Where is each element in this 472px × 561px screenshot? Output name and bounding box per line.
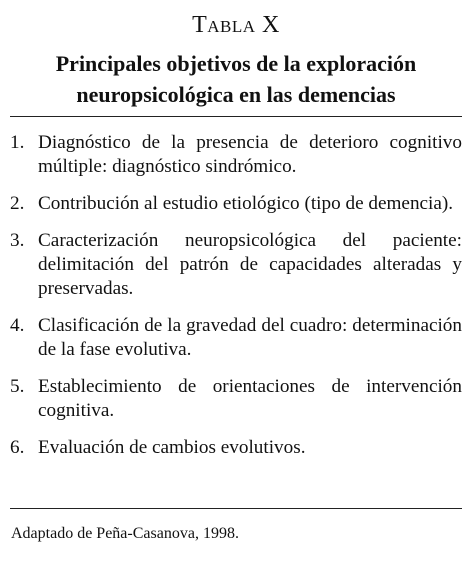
source-note: Adaptado de Peña-Casanova, 1998. [11, 525, 239, 542]
list-item [10, 229, 462, 301]
item-number: 2. [10, 193, 25, 214]
table-label: Tabla X [192, 12, 280, 38]
item-text: Evaluación de cambios evolutivos. [38, 437, 306, 458]
bottom-rule [10, 508, 462, 509]
list-item [10, 131, 462, 179]
top-rule [10, 116, 462, 117]
item-number: 1. [10, 132, 25, 153]
item-text: Caracterización neuropsicológica del paciente: delimitación del patrón de capacidades alteradas y preservadas. [38, 230, 462, 299]
item-text: Clasificación de la gravedad del cuadro: determinación de la fase evolutiva. [38, 315, 462, 360]
list-item [10, 314, 462, 362]
item-text: Establecimiento de orientaciones de intervención cognitiva. [38, 376, 462, 421]
item-text: Contribución al estudio etiológico (tipo de demencia). [38, 193, 454, 214]
item-text: Diagnóstico de la presencia de deterioro cognitivo múltiple: diagnóstico sindrómico. [38, 132, 462, 177]
objectives-list [10, 131, 462, 473]
list-item [10, 436, 462, 460]
item-number: 3. [10, 230, 25, 251]
item-number: 4. [10, 315, 25, 336]
list-item [10, 375, 462, 423]
list-item [10, 192, 462, 216]
table-title: Principales objetivos de la exploración neuropsicológica en las demencias [55, 51, 417, 107]
item-number: 5. [10, 376, 25, 397]
item-number: 6. [10, 437, 25, 458]
